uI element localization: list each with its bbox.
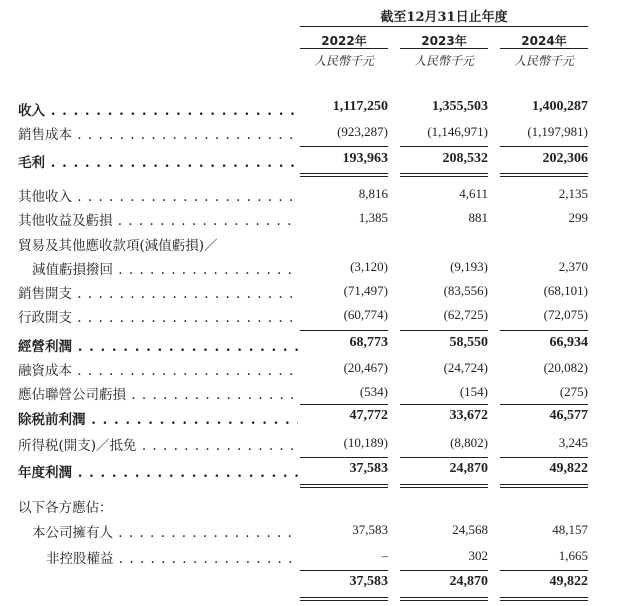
table-row-other-gains-losses — [0, 207, 640, 231]
table-row-attributable-total — [0, 572, 640, 596]
value-2024: 1,665 — [558, 548, 588, 563]
subtotal-rule — [400, 404, 488, 405]
value-2022: – — [381, 548, 388, 563]
value-2022: (71,497) — [343, 283, 388, 298]
value-2024: 48,157 — [552, 522, 588, 537]
subtotal-rule — [400, 146, 488, 147]
double-rule — [400, 597, 488, 601]
table-row-revenue — [0, 97, 640, 121]
row-label: 減值虧損撥回 . . . — [32, 258, 298, 278]
value-2023: 208,532 — [442, 151, 488, 166]
value-2023: 881 — [468, 210, 488, 225]
subtotal-rule — [300, 570, 388, 571]
value-2024: 3,245 — [558, 435, 588, 450]
double-rule — [500, 173, 588, 177]
year-2022-rule — [300, 48, 388, 49]
row-label: 年度利潤 . . . — [18, 461, 298, 481]
year-2024-rule — [500, 48, 588, 49]
table-row-income-tax — [0, 432, 640, 456]
table-row-attributable-heading — [0, 494, 640, 518]
value-2023: 4,611 — [459, 186, 488, 201]
value-2022: 37,583 — [352, 522, 388, 537]
subtotal-rule — [500, 457, 588, 458]
value-2022: (60,774) — [343, 307, 388, 322]
subtotal-rule — [500, 330, 588, 331]
value-2024: 1,400,287 — [532, 99, 588, 114]
table-row-impairment-heading — [0, 232, 640, 256]
value-2023: (62,725) — [443, 307, 488, 322]
row-label: 所得税(開支)／抵免 . . . — [18, 434, 298, 454]
subtotal-rule — [300, 457, 388, 458]
double-rule — [300, 173, 388, 177]
value-2022: 47,772 — [349, 408, 388, 423]
row-label: 其他收入 . . . — [18, 185, 298, 205]
value-2024: 49,822 — [549, 574, 588, 589]
subtotal-rule — [500, 404, 588, 405]
unit-2023: 人民幣千元 — [413, 54, 474, 68]
value-2022: 37,583 — [349, 461, 388, 476]
subtotal-rule — [300, 146, 388, 147]
row-label: 經營利潤 . . . — [18, 335, 298, 355]
value-2022: (3,120) — [350, 259, 388, 274]
value-2024: (20,082) — [543, 360, 588, 375]
row-label: 除税前利潤 . . . — [18, 408, 298, 428]
unit-2024: 人民幣千元 — [513, 54, 574, 68]
value-2024: 299 — [568, 210, 588, 225]
unit-2022: 人民幣千元 — [313, 54, 374, 68]
value-2023: (24,724) — [443, 360, 488, 375]
double-rule — [300, 484, 388, 488]
value-2022: (534) — [359, 384, 388, 399]
value-2023: 302 — [468, 548, 488, 563]
row-label: 本公司擁有人 . . . — [32, 521, 298, 541]
value-2023: (8,802) — [450, 435, 488, 450]
subtotal-rule — [300, 404, 388, 405]
row-label: 以下各方應佔： — [18, 500, 113, 516]
row-label: 融資成本 . . . — [18, 359, 298, 379]
table-row-owners — [0, 519, 640, 543]
row-label: 銷售成本 . . . — [18, 123, 298, 143]
value-2024: (1,197,981) — [527, 124, 588, 139]
value-2023: 58,550 — [449, 335, 488, 350]
value-2023: 1,355,503 — [432, 99, 488, 114]
table-row-profit-for-year — [0, 459, 640, 483]
table-row-profit-before-tax — [0, 406, 640, 430]
value-2022: 68,773 — [349, 335, 388, 350]
row-label: 銷售開支 . . . — [18, 282, 298, 302]
value-2023: (1,146,971) — [427, 124, 488, 139]
value-2022: 1,117,250 — [332, 99, 388, 114]
double-rule — [300, 597, 388, 601]
row-label: 非控股權益 . . . — [46, 547, 298, 567]
subtotal-rule — [500, 146, 588, 147]
value-2023: 33,672 — [449, 408, 488, 423]
value-2024: (275) — [559, 384, 588, 399]
subtotal-rule — [400, 457, 488, 458]
value-2023: (154) — [459, 384, 488, 399]
year-2023-rule — [400, 48, 488, 49]
value-2024: 202,306 — [542, 151, 588, 166]
value-2022: (10,189) — [343, 435, 388, 450]
subtotal-rule — [500, 570, 588, 571]
value-2024: 66,934 — [549, 335, 588, 350]
double-rule — [400, 484, 488, 488]
double-rule — [400, 173, 488, 177]
value-2022: (20,467) — [343, 360, 388, 375]
row-label: 行政開支 . . . — [18, 306, 298, 326]
period-heading: 截至12月31日止年度 — [380, 10, 508, 25]
row-label: 毛利 . . . — [18, 151, 298, 171]
table-row-admin-expenses — [0, 304, 640, 328]
value-2022: 8,816 — [358, 186, 388, 201]
year-2023-header: 2023年 — [421, 34, 467, 48]
year-2022-header: 2022年 — [321, 34, 367, 48]
subtotal-rule — [300, 330, 388, 331]
table-row-finance-costs — [0, 357, 640, 381]
table-row-non-controlling — [0, 545, 640, 569]
value-2024: 2,370 — [558, 259, 588, 274]
row-label: 收入 . . . — [18, 99, 298, 119]
table-row-impairment-reversal — [0, 256, 640, 280]
table-row-other-income — [0, 183, 640, 207]
value-2022: (923,287) — [337, 124, 388, 139]
table-row-selling-expenses — [0, 280, 640, 304]
row-label: 應佔聯營公司虧損 . . . — [18, 383, 298, 403]
value-2022: 193,963 — [342, 151, 388, 166]
row-label: 其他收益及虧損 . . . — [18, 209, 298, 229]
value-2022: 37,583 — [349, 574, 388, 589]
value-2023: 24,870 — [449, 461, 488, 476]
value-2024: 49,822 — [549, 461, 588, 476]
value-2024: (68,101) — [543, 283, 588, 298]
double-rule — [500, 597, 588, 601]
year-2024-header: 2024年 — [521, 34, 567, 48]
value-2022: 1,385 — [358, 210, 388, 225]
value-2023: (83,556) — [443, 283, 488, 298]
value-2024: 46,577 — [549, 408, 588, 423]
table-row-cost-of-sales — [0, 121, 640, 145]
double-rule — [500, 484, 588, 488]
value-2023: (9,193) — [450, 259, 488, 274]
table-row-gross-profit — [0, 149, 640, 173]
value-2023: 24,568 — [452, 522, 488, 537]
row-label: 貿易及其他應收款項(減值虧損)／ — [18, 238, 218, 254]
subtotal-rule — [400, 330, 488, 331]
subtotal-rule — [400, 570, 488, 571]
period-heading-rule — [300, 26, 588, 27]
value-2024: 2,135 — [558, 186, 588, 201]
table-row-share-of-associates — [0, 381, 640, 405]
value-2024: (72,075) — [543, 307, 588, 322]
value-2023: 24,870 — [449, 574, 488, 589]
table-row-operating-profit — [0, 333, 640, 357]
